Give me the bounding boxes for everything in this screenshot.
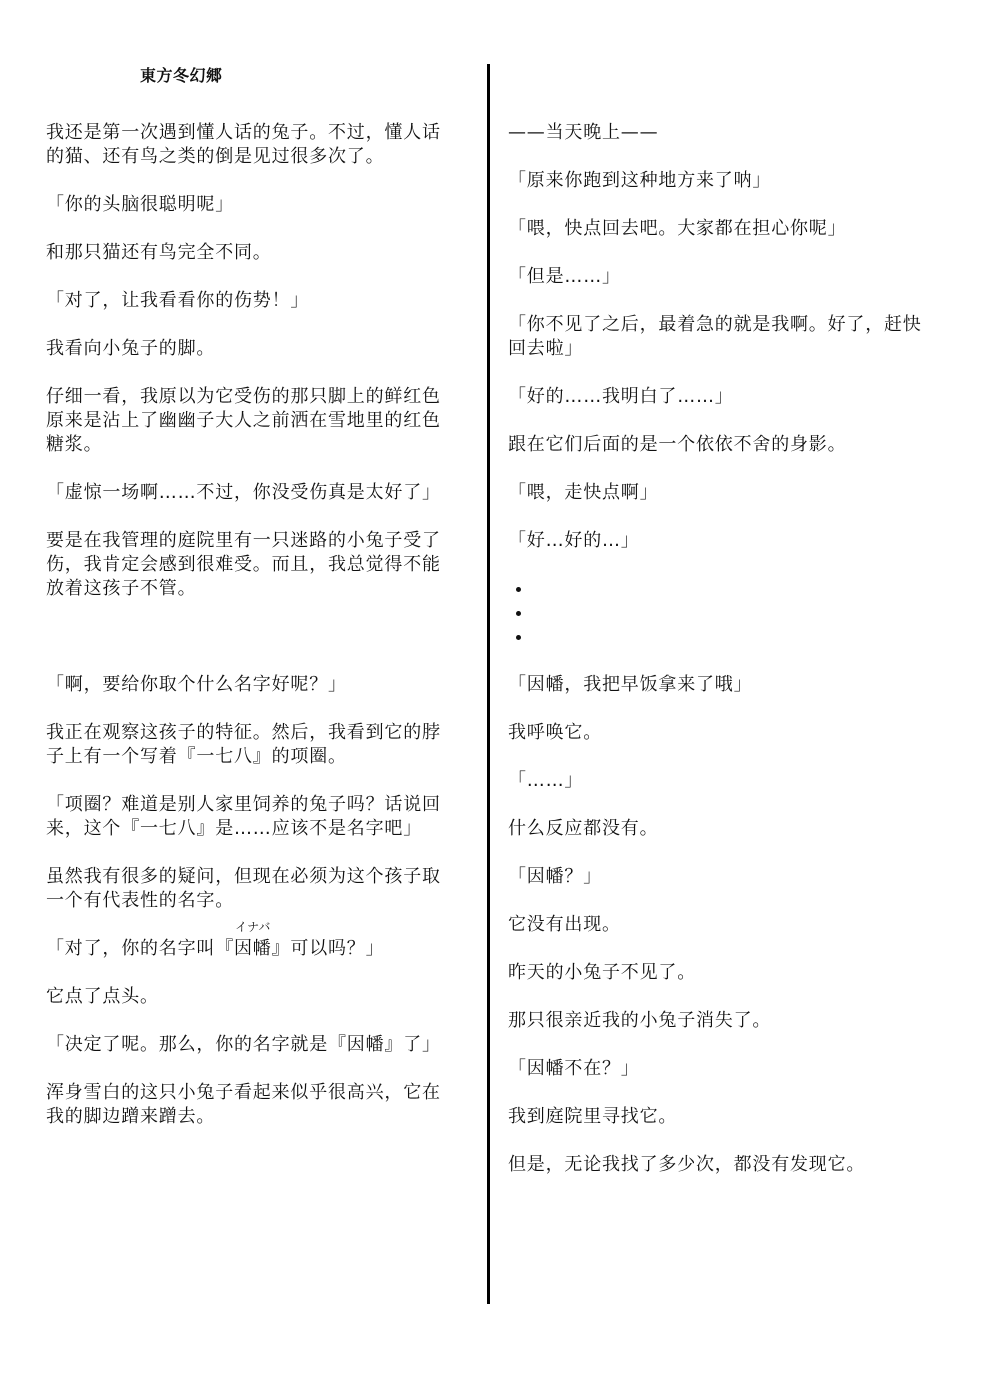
right-column <box>508 0 938 1400</box>
ellipsis-dot <box>516 635 521 640</box>
dialogue-line: 「因幡？」 <box>508 866 602 887</box>
dialogue-line: 「但是……」 <box>508 266 621 287</box>
column-divider <box>487 64 490 1304</box>
paragraph-line: 要是在我管理的庭院里有一只迷路的小兔子受了 <box>46 530 441 551</box>
paragraph-line: 虽然我有很多的疑问，但现在必须为这个孩子取 <box>46 866 441 887</box>
page-header-title: 東方冬幻郷 <box>140 66 223 85</box>
dialogue-segment: 「对了，你的名字叫『 <box>46 938 234 959</box>
paragraph-line: 和那只猫还有鸟完全不同。 <box>46 242 272 263</box>
paragraph-line: 仔细一看，我原以为它受伤的那只脚上的鲜红色 <box>46 386 441 407</box>
paragraph-line: 它点了点头。 <box>46 986 159 1007</box>
paragraph-line: 跟在它们后面的是一个依依不舍的身影。 <box>508 434 847 455</box>
dialogue-line: 「因幡，我把早饭拿来了哦」 <box>508 674 753 695</box>
dialogue-line: 「你不见了之后，最着急的就是我啊。好了，赶快 <box>508 314 922 335</box>
dialogue-line: 「好的……我明白了……」 <box>508 386 734 407</box>
dialogue-line: 「虚惊一场啊……不过，你没受伤真是太好了」 <box>46 482 441 503</box>
dialogue-line: 「项圈？难道是别人家里饲养的兔子吗？话说回 <box>46 794 441 815</box>
left-column <box>46 0 476 1400</box>
dialogue-line: 「因幡不在？」 <box>508 1058 640 1079</box>
paragraph-line: 我的脚边蹭来蹭去。 <box>46 1106 216 1127</box>
ruby-annotated-name <box>234 920 272 961</box>
scene-break-heading: ——当天晚上—— <box>508 122 659 143</box>
paragraph-line: 伤，我肯定会感到很难受。而且，我总觉得不能 <box>46 554 441 575</box>
dialogue-line: 「对了，让我看看你的伤势！」 <box>46 290 310 311</box>
paragraph-line: 它没有出现。 <box>508 914 621 935</box>
paragraph-line: 子上有一个写着『一七八』的项圈。 <box>46 746 347 767</box>
paragraph-line: 放着这孩子不管。 <box>46 578 197 599</box>
ellipsis-dot <box>516 587 521 592</box>
dialogue-line: 「好…好的…」 <box>508 530 640 551</box>
dialogue-line: 回去啦」 <box>508 338 584 359</box>
dialogue-line: 「你的头脑很聪明呢」 <box>46 194 234 215</box>
dialogue-line: 「……」 <box>508 770 584 791</box>
ruby-base: 因幡 <box>234 938 272 959</box>
dialogue-line: 「喂，走快点啊」 <box>508 482 659 503</box>
paragraph-line: 我正在观察这孩子的特征。然后，我看到它的脖 <box>46 722 441 743</box>
paragraph-line: 那只很亲近我的小兔子消失了。 <box>508 1010 772 1031</box>
paragraph-line: 我呼唤它。 <box>508 722 602 743</box>
paragraph-line: 一个有代表性的名字。 <box>46 890 234 911</box>
ellipsis-dot <box>516 611 521 616</box>
paragraph-line: 什么反应都没有。 <box>508 818 659 839</box>
paragraph-line: 昨天的小兔子不见了。 <box>508 962 696 983</box>
dialogue-line: 「决定了呢。那么，你的名字就是『因幡』了」 <box>46 1034 441 1055</box>
paragraph-line: 浑身雪白的这只小兔子看起来似乎很高兴，它在 <box>46 1082 441 1103</box>
dialogue-line-with-ruby <box>46 920 476 961</box>
paragraph-line: 我到庭院里寻找它。 <box>508 1106 678 1127</box>
paragraph-line: 糖浆。 <box>46 434 103 455</box>
dialogue-line: 来，这个『一七八』是……应该不是名字吧」 <box>46 818 422 839</box>
dialogue-segment: 』可以吗？」 <box>271 938 385 959</box>
paragraph-line: 我还是第一次遇到懂人话的兔子。不过，懂人话 <box>46 122 441 143</box>
paragraph-line: 原来是沾上了幽幽子大人之前洒在雪地里的红色 <box>46 410 441 431</box>
paragraph-line: 但是，无论我找了多少次，都没有发现它。 <box>508 1154 866 1175</box>
dialogue-line: 「喂，快点回去吧。大家都在担心你呢」 <box>508 218 847 239</box>
dialogue-line: 「原来你跑到这种地方来了呐」 <box>508 170 772 191</box>
paragraph-line: 的猫、还有鸟之类的倒是见过很多次了。 <box>46 146 385 167</box>
paragraph-line: 我看向小兔子的脚。 <box>46 338 216 359</box>
ruby-reading: イナバ <box>235 920 271 934</box>
dialogue-line: 「啊，要给你取个什么名字好呢？」 <box>46 674 347 695</box>
